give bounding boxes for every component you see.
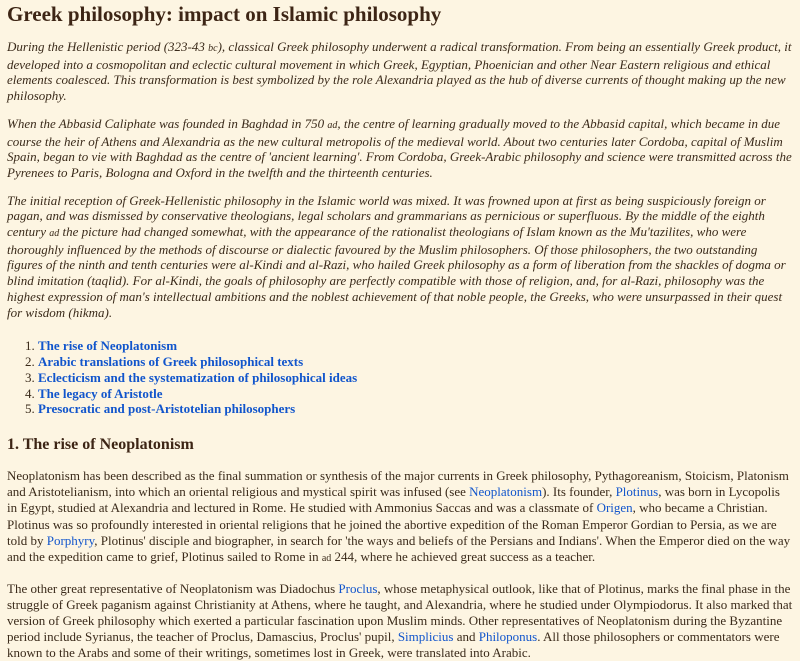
intro-p3-text-b: the picture had changed somewhat, with the appearance of the rationalist theologians of Islam known as the Mu'tazilites, who were thoroughly influenced by the methods of discourse or dialectic favoured by the Muslim philosophers. Of those philosophers, the two outstanding figures of the ninth and tenth centuries were al-Kindi and al-Razi, who hailed Greek philosophy as a form of liberation from the shackles of dogma or blind imitation (taqlid). For al-Kindi, the goals of philosophy are perfectly compatible with those of religion, and, for al-Razi, philosophy was the highest expression of man's intellectual ambitions and the noblest achievement of that noble people, the Greeks, who were unsurpassed in their quest for wisdom (hikma). xyxy=(7,224,786,320)
link-simplicius[interactable]: Simplicius xyxy=(397,629,454,645)
intro-p2-text-a: When the Abbasid Caliphate was founded in Baghdad in 750 xyxy=(7,115,328,131)
text: . All those philosophers or commentators were known to the Arabs and some of their writings, sometimes lost in Greek, were translated into Arabic. xyxy=(7,629,780,661)
link-proclus[interactable]: Proclus xyxy=(338,580,378,596)
toc-link-arabic-translations[interactable]: Arabic translations of Greek philosophical texts xyxy=(38,354,304,370)
toc-item xyxy=(38,370,793,386)
toc-item xyxy=(38,338,793,354)
text: and xyxy=(453,629,479,645)
text: Neoplatonism has been described as the final summation or synthesis of the major currents in Greek philosophy, Pythagoreanism, Stoicism, Platonism and Aristotelianism, into which an oriental religious and mystical spirit was infused (see xyxy=(7,468,789,500)
toc-item xyxy=(38,354,793,370)
intro-paragraph-2 xyxy=(7,116,793,181)
link-origen[interactable]: Origen xyxy=(596,500,633,516)
section-body xyxy=(7,468,793,661)
text: , who became a Christian. Plotinus was so profoundly interested in oriental religions that he joined the abortive expedition of the Roman Emperor Gordian to Persia, as we are told by xyxy=(7,500,777,548)
page-title: Greek philosophy: impact on Islamic philosophy xyxy=(7,2,442,26)
toc-item xyxy=(38,386,793,402)
toc-link-eclecticism[interactable]: Eclecticism and the systematization of philosophical ideas xyxy=(38,369,358,385)
text: ). Its founder, xyxy=(542,484,616,500)
toc-link-legacy-of-aristotle[interactable]: The legacy of Aristotle xyxy=(38,385,163,401)
intro-p3-text-a: The initial reception of Greek-Hellenistic philosophy in the Islamic world was mixed. It was frowned upon at first as being suspiciously foreign or pagan, and was dismissed by conservative theologians, legal scholars and grammarians as pernicious or superfluous. By the middle of the eighth century xyxy=(7,192,766,240)
section-heading: 1. The rise of Neoplatonism xyxy=(7,436,194,454)
body-paragraph-2 xyxy=(7,581,793,661)
text: , whose metaphysical outlook, like that of Plotinus, marks the final phase in the struggle of Greek paganism against Christianity at Athens, where he taught, and Alexandria, where he studied under Olympiodorus. It also marked that version of Greek philosophy which exerted a particular fascination upon Muslim minds. Other representatives of Neoplatonism during the Byzantine period include Syrianus, the teacher of Proclus, Damascius, Proclus' pupil, xyxy=(7,580,793,645)
body-paragraph-1 xyxy=(7,468,793,567)
table-of-contents xyxy=(7,338,793,417)
link-philoponus[interactable]: Philoponus xyxy=(478,629,538,645)
link-plotinus[interactable]: Plotinus xyxy=(615,484,659,500)
text: , was born in Lycopolis in Egypt, studied at Alexandria and lectured in Rome. He studied with Ammonius Saccas and was a classmate of xyxy=(7,484,780,516)
era-label: ad xyxy=(49,228,60,240)
text: , Plotinus' disciple and biographer, in search for 'the ways and beliefs of the Persians and Indians'. When the Emperor died on the way and the expedition came to grief, Plotinus sailed to Rome in xyxy=(7,532,791,564)
intro-section xyxy=(7,39,793,320)
toc-link-presocratic[interactable]: Presocratic and post-Aristotelian philosophers xyxy=(38,401,296,417)
era-label: ad xyxy=(327,119,338,131)
intro-p2-text-b: , the centre of learning gradually moved to the Abbasid capital, which became in due course the heir of Athens and Alexandria as the new cultural metropolis of the medieval world. About two centuries later Cordoba, capital of Muslim Spain, began to vie with Baghdad as the centre of 'ancient learning'. From Cordoba, Greek-Arabic philosophy and science were transmitted across the Pyrenees to Paris, Bologna and Oxford in the twelfth and the thirteenth centuries. xyxy=(7,115,792,180)
text: The other great representative of Neoplatonism was Diadochus xyxy=(7,580,339,596)
intro-paragraph-1 xyxy=(7,39,793,104)
text: 244, where he achieved great success as a teacher. xyxy=(331,548,596,564)
intro-p1-text-a: During the Hellenistic period (323-43 xyxy=(7,39,209,54)
era-label: ad xyxy=(321,552,332,564)
link-porphyry[interactable]: Porphyry xyxy=(46,532,95,548)
intro-paragraph-3 xyxy=(7,193,793,321)
link-neoplatonism[interactable]: Neoplatonism xyxy=(469,484,543,500)
intro-p1-text-b: ), classical Greek philosophy underwent a radical transformation. From being an essentially Greek product, it developed into a cosmopolitan and eclectic cultural movement in which Greek, Egyptian, Phoenician and other Near Eastern religious and ethical elements coalesced. This transformation is best symbolized by the role Alexandria played as the hub of diverse currents of thought making up the new philosophy. xyxy=(7,39,792,104)
toc-item xyxy=(38,401,793,417)
era-label: bc xyxy=(208,43,218,54)
toc-link-rise-of-neoplatonism[interactable]: The rise of Neoplatonism xyxy=(38,338,178,354)
